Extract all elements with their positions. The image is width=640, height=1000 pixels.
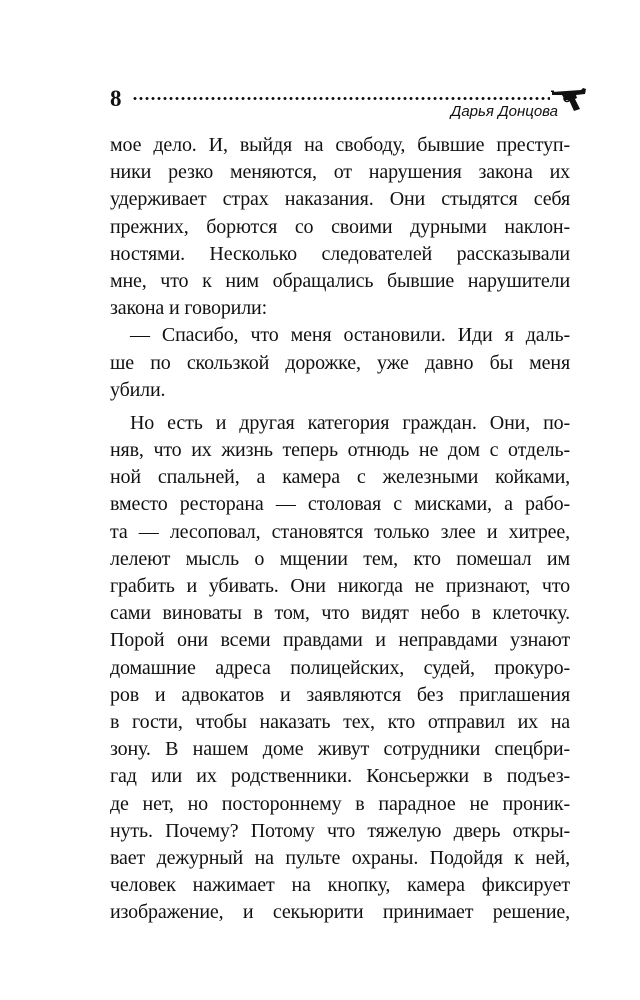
running-header [110,84,588,118]
page-number: 8 [110,86,122,111]
author-name: Дарья Донцова [450,103,558,120]
dotted-leader [132,97,550,100]
body-text [110,132,570,926]
text-line: гад или их родственники. Консьержки в подъез- [110,765,570,788]
text-line: ше по скользкой дорожке, уже давно бы меня [110,351,570,374]
text-line: сами виноваты в том, что видят небо в клеточку. [110,602,570,625]
text-line: нуть. Почему? Потому что тяжелую дверь откры- [110,819,570,842]
text-line: лелеют мысль о мщении тем, кто помешал им [110,547,570,570]
text-line: изображение, и секьюрити принимает решение, [110,901,570,924]
text-line: закона и говорили: [110,297,268,320]
text-line: вает дежурный на пульте охраны. Подойдя к ней, [110,846,570,869]
text-line: та — лесоповал, становятся только злее и хитрее, [110,520,570,543]
text-line: мое дело. И, выйдя на свободу, бывшие преступ- [110,134,570,156]
paragraph-1 [110,132,570,322]
text-line: вместо ресторана — столовая с мисками, а рабо- [110,493,570,516]
text-line: Но есть и другая категория граждан. Они, по- [130,411,570,434]
text-line: де нет, но постороннему в парадное не проник- [110,792,570,815]
text-line: няв, что их жизнь теперь отнюдь не дом с отдель- [110,439,570,462]
text-line: прежних, борются со своими дурными наклон- [110,215,570,238]
text-line: удерживает страх наказания. Они стыдятся себя [110,188,570,211]
text-line: ники резко меняются, от нарушения закона их [110,161,570,184]
paragraph-2-dialogue [110,322,570,404]
text-line: убили. [110,378,166,401]
text-line: мне, что к ним обращались бывшие нарушители [110,269,570,292]
text-line: Порой они всеми правдами и неправдами узнают [110,629,570,652]
text-line: в гости, чтобы наказать тех, кто отправил их на [110,710,570,733]
text-line: домашние адреса полицейских, судей, прокуро- [110,656,570,679]
text-line: ной спальней, а камера с железными койками, [110,466,570,489]
text-line: человек нажимает на кнопку, камера фиксирует [110,874,570,897]
revolver-icon [550,85,588,113]
paragraph-3 [110,410,570,927]
text-line: ров и адвокатов и заявляются без приглашения [110,683,570,706]
text-line: ностями. Несколько следователей рассказывали [110,242,570,265]
text-line: зону. В нашем доме живут сотрудники спецбри- [110,738,570,761]
text-line: грабить и убивать. Они никогда не признают, что [110,575,570,597]
text-line: — Спасибо, что меня остановили. Иди я даль- [130,324,570,347]
